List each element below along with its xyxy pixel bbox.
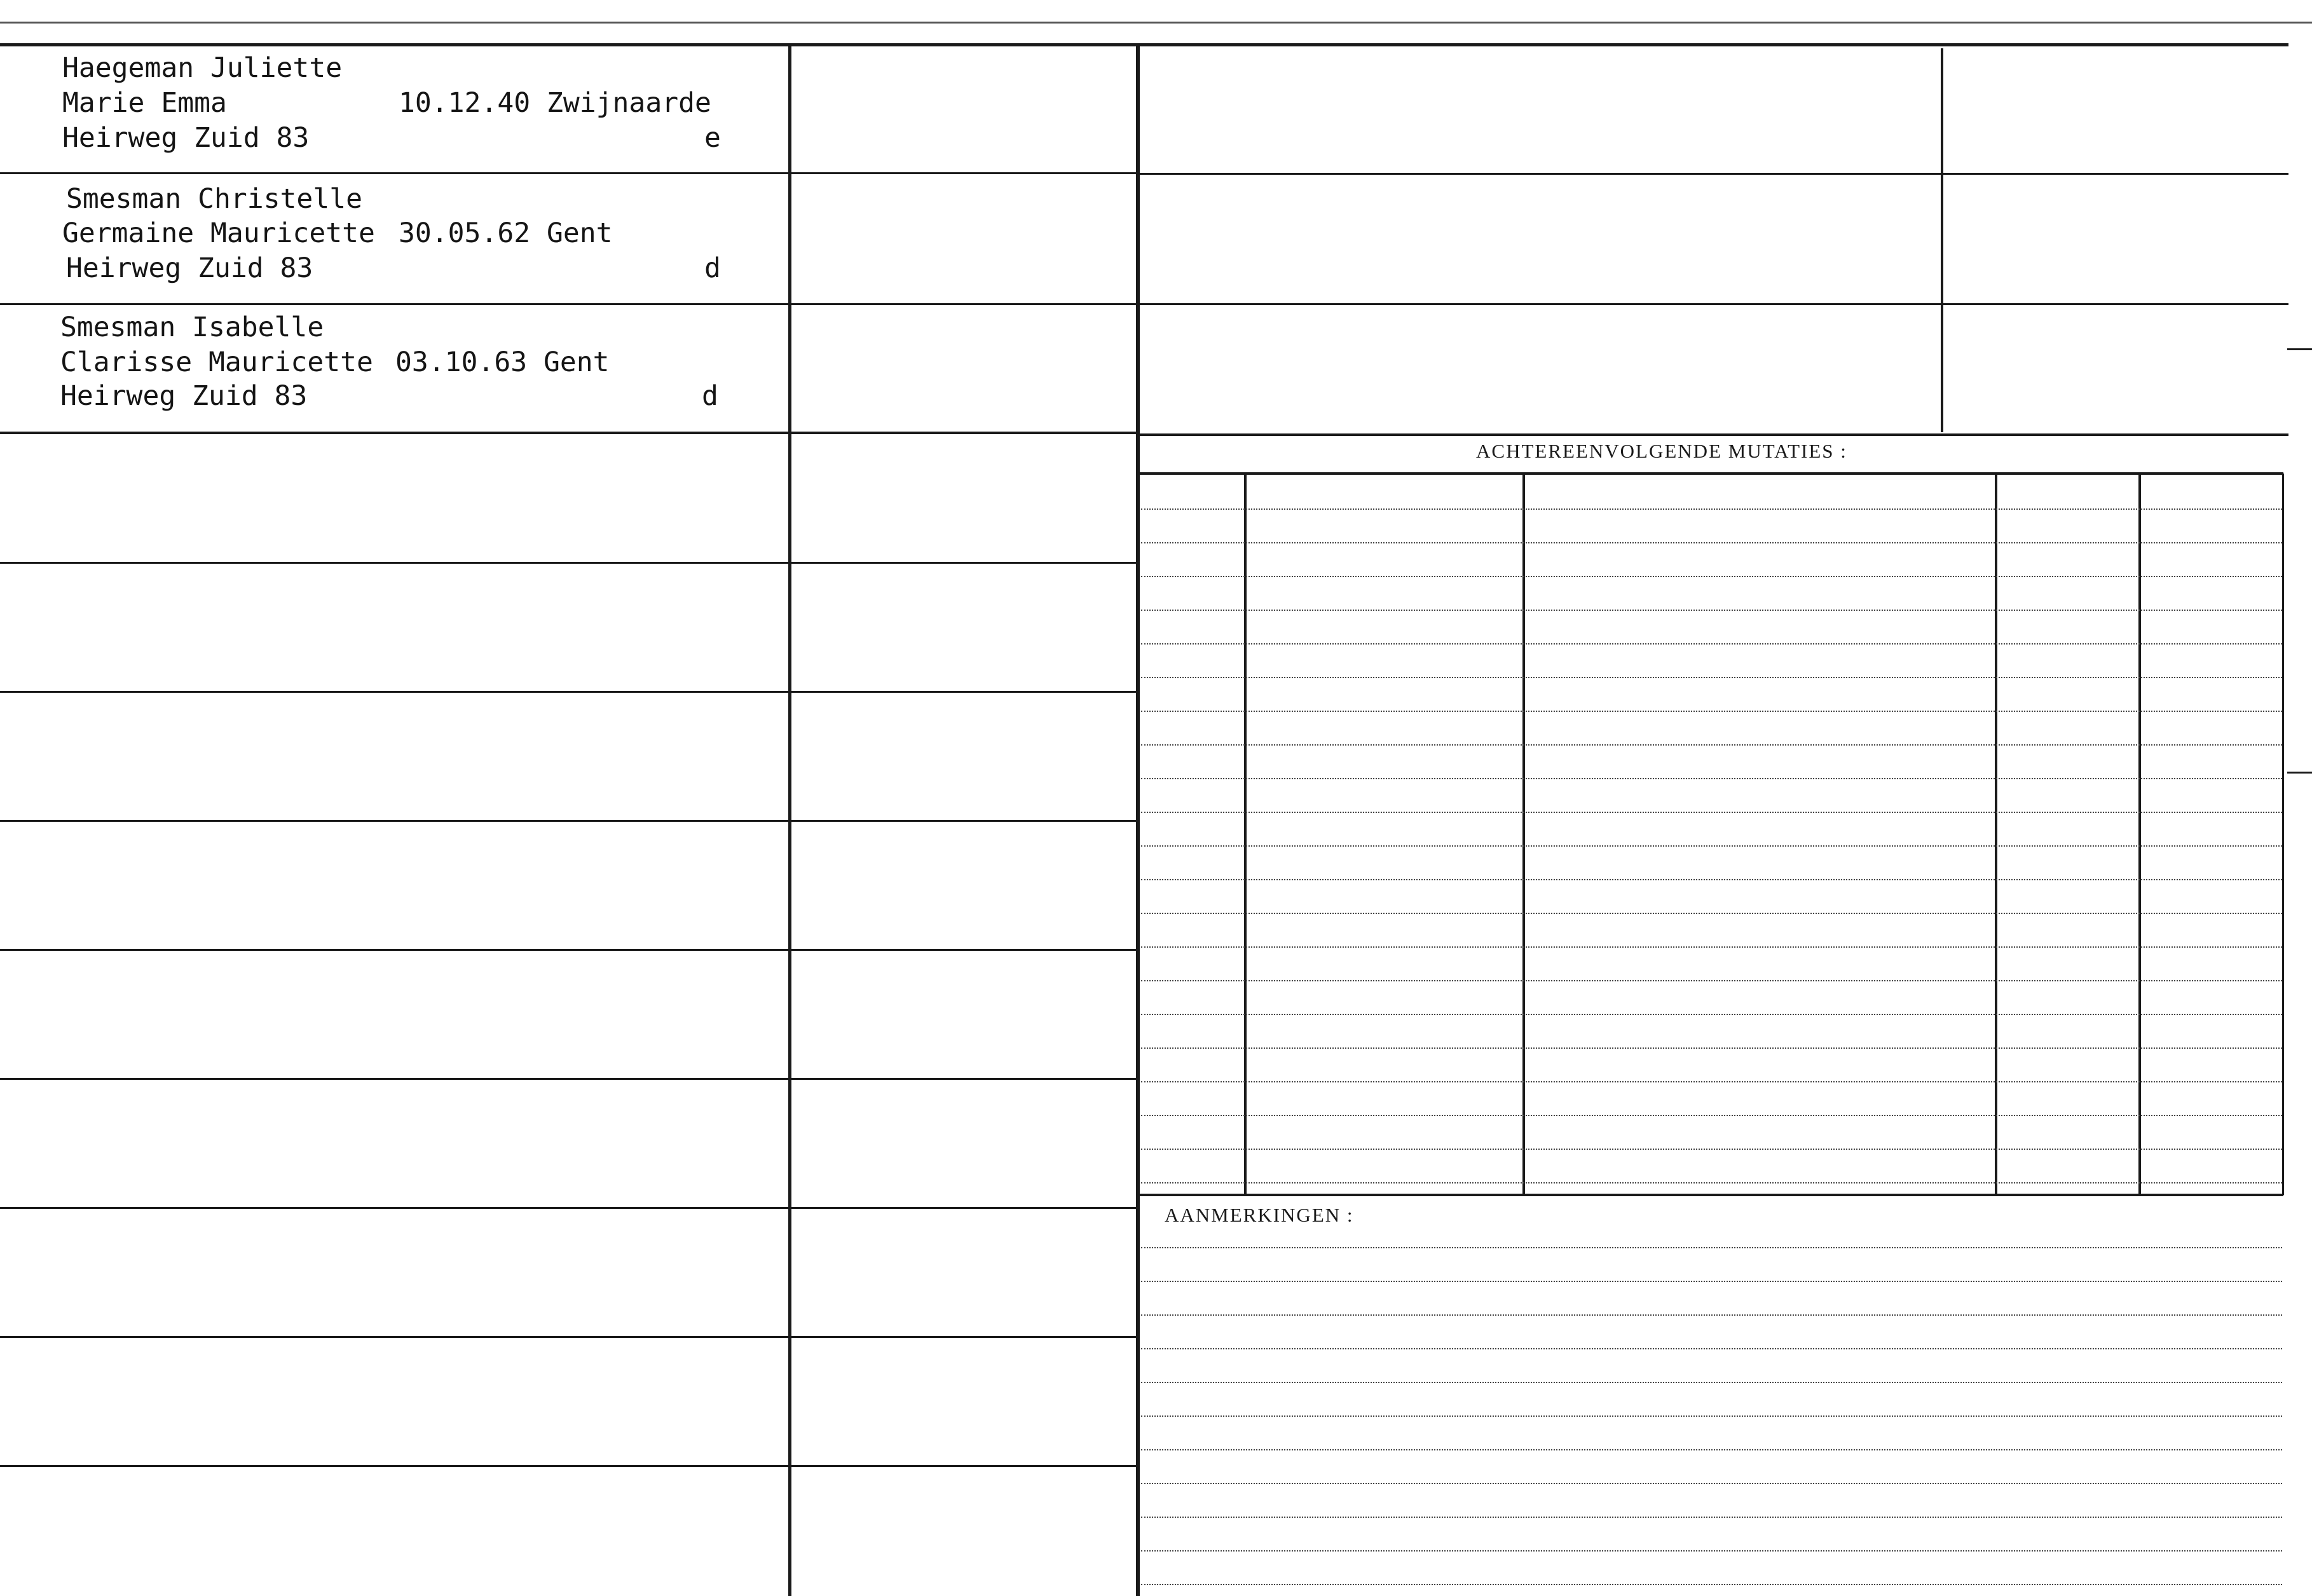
person-given-names: Germaine Mauricette xyxy=(62,217,375,249)
row-line xyxy=(0,432,1138,434)
mutaties-top-line xyxy=(1139,472,2283,475)
ruled-line xyxy=(1141,1115,2282,1116)
row-line xyxy=(0,172,1138,174)
column-divider-right xyxy=(1941,48,1943,432)
ruled-line xyxy=(1141,711,2282,712)
ruled-line xyxy=(1141,980,2282,981)
person-code: d xyxy=(702,380,718,412)
ruled-line xyxy=(1141,610,2282,611)
mutaties-title: ACHTEREENVOLGENDE MUTATIES : xyxy=(1476,440,1847,462)
margin-tick xyxy=(2287,772,2312,774)
row-line xyxy=(0,691,1138,693)
mutaties-col-line xyxy=(1995,474,1997,1195)
ruled-line xyxy=(1141,946,2282,948)
ruled-line xyxy=(1141,1415,2282,1417)
ruled-line xyxy=(1141,508,2282,510)
row-line xyxy=(0,1336,1138,1338)
right-row-line xyxy=(1138,303,2288,305)
ruled-line xyxy=(1141,1483,2282,1484)
ruled-line xyxy=(1141,879,2282,880)
row-line xyxy=(0,1465,1138,1467)
person-name: Smesman Christelle xyxy=(66,183,362,215)
person-name: Haegeman Juliette xyxy=(62,52,343,84)
header-rule xyxy=(0,43,2288,46)
row-line xyxy=(0,303,1138,305)
mutaties-col-line xyxy=(1244,474,1247,1195)
person-code: d xyxy=(704,252,721,284)
ruled-line xyxy=(1141,1517,2282,1518)
ruled-line xyxy=(1141,1047,2282,1049)
mutaties-col-line xyxy=(1522,474,1525,1195)
person-name: Smesman Isabelle xyxy=(60,311,324,343)
right-row-line xyxy=(1138,173,2288,175)
person-birth: 10.12.40 Zwijnaarde xyxy=(399,87,711,119)
person-address: Heirweg Zuid 83 xyxy=(62,122,310,154)
ruled-line xyxy=(1141,1081,2282,1082)
ruled-line xyxy=(1141,778,2282,779)
ruled-line xyxy=(1141,812,2282,813)
row-line xyxy=(0,949,1138,951)
ruled-line xyxy=(1141,643,2282,645)
person-address: Heirweg Zuid 83 xyxy=(60,380,308,412)
ruled-line xyxy=(1141,913,2282,914)
ruled-line xyxy=(1141,1182,2282,1183)
person-birth: 03.10.63 Gent xyxy=(395,346,610,378)
aanmerkingen-title: AANMERKINGEN : xyxy=(1165,1204,1354,1226)
ruled-line xyxy=(1141,1449,2282,1450)
ruled-line xyxy=(1141,1584,2282,1585)
row-line xyxy=(0,820,1138,822)
row-line xyxy=(0,1207,1138,1209)
ruled-line xyxy=(1141,1149,2282,1150)
ruled-line xyxy=(1141,1281,2282,1282)
ruled-line xyxy=(1141,542,2282,543)
ruled-line xyxy=(1141,845,2282,847)
row-line xyxy=(0,1078,1138,1080)
person-given-names: Clarisse Mauricette xyxy=(60,346,373,378)
ruled-line xyxy=(1141,677,2282,678)
row-line xyxy=(0,562,1138,564)
mutaties-col-line xyxy=(2282,474,2284,1195)
mutaties-col-line xyxy=(2138,474,2141,1195)
ruled-line xyxy=(1141,1314,2282,1316)
top-edge-line xyxy=(0,22,2312,24)
ruled-line xyxy=(1141,1247,2282,1248)
mutaties-bottom-line xyxy=(1139,1194,2283,1196)
person-birth: 30.05.62 Gent xyxy=(399,217,613,249)
ruled-line xyxy=(1141,1550,2282,1552)
ruled-line xyxy=(1141,576,2282,577)
ruled-line xyxy=(1141,1348,2282,1349)
person-given-names: Marie Emma xyxy=(62,87,227,119)
person-code: e xyxy=(704,122,721,154)
ruled-line xyxy=(1141,744,2282,746)
ruled-line xyxy=(1141,1382,2282,1383)
ruled-line xyxy=(1141,1014,2282,1015)
margin-tick xyxy=(2287,348,2312,350)
person-address: Heirweg Zuid 83 xyxy=(66,252,313,284)
right-row-line xyxy=(1138,433,2288,436)
